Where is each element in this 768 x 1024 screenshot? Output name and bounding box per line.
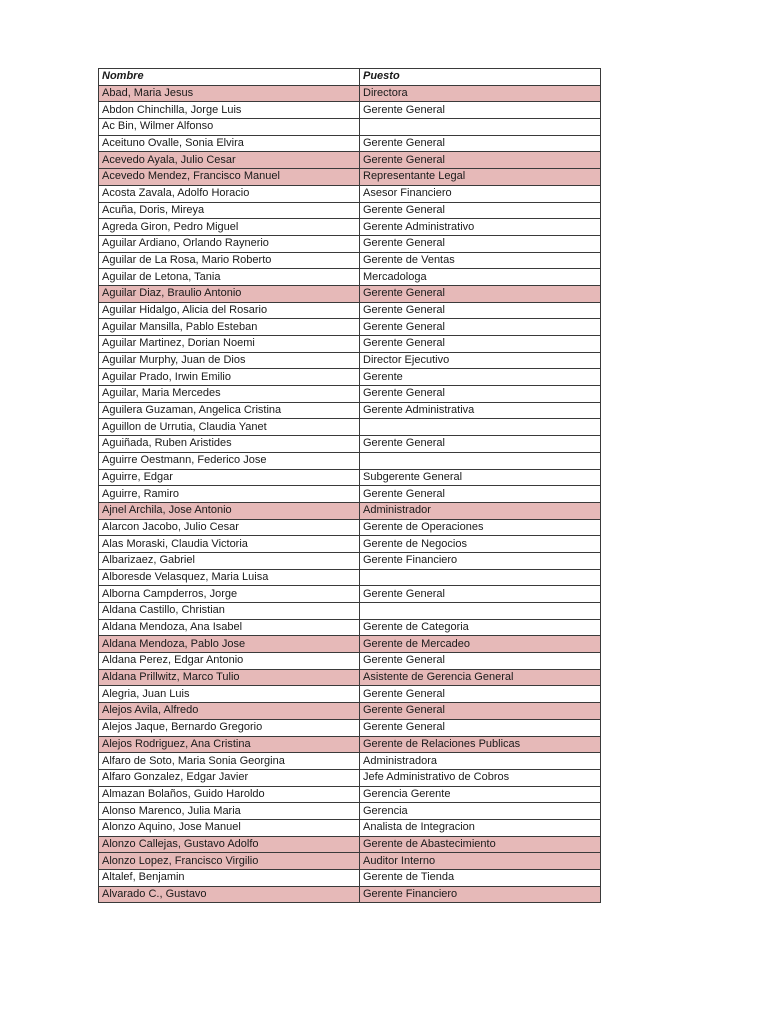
table-row	[99, 736, 601, 753]
cell-nombre: Aguilar Diaz, Braulio Antonio	[99, 285, 360, 302]
cell-nombre: Aldana Mendoza, Ana Isabel	[99, 619, 360, 636]
cell-puesto: Gerente General	[360, 486, 601, 503]
cell-puesto: Gerente de Operaciones	[360, 519, 601, 536]
cell-nombre: Abad, Maria Jesus	[99, 85, 360, 102]
cell-nombre: Altalef, Benjamin	[99, 870, 360, 887]
table-row	[99, 85, 601, 102]
cell-nombre: Aldana Castillo, Christian	[99, 603, 360, 620]
cell-nombre: Acevedo Ayala, Julio Cesar	[99, 152, 360, 169]
table-row	[99, 402, 601, 419]
cell-puesto: Gerente de Mercadeo	[360, 636, 601, 653]
cell-puesto: Gerente General	[360, 135, 601, 152]
cell-puesto: Gerente General	[360, 686, 601, 703]
header-row	[99, 69, 601, 86]
cell-nombre: Aguilar Ardiano, Orlando Raynerio	[99, 235, 360, 252]
cell-nombre: Aguilar Martinez, Dorian Noemi	[99, 336, 360, 353]
cell-nombre: Alonzo Callejas, Gustavo Adolfo	[99, 836, 360, 853]
table-row	[99, 436, 601, 453]
cell-puesto: Gerente Administrativo	[360, 219, 601, 236]
cell-puesto: Gerente de Relaciones Publicas	[360, 736, 601, 753]
cell-puesto: Gerente General	[360, 102, 601, 119]
cell-nombre: Alfaro Gonzalez, Edgar Javier	[99, 769, 360, 786]
cell-puesto	[360, 603, 601, 620]
table-row	[99, 536, 601, 553]
cell-puesto: Gerente General	[360, 319, 601, 336]
table-row	[99, 619, 601, 636]
cell-puesto	[360, 452, 601, 469]
cell-puesto: Gerente de Ventas	[360, 252, 601, 269]
cell-puesto	[360, 569, 601, 586]
cell-nombre: Aguilera Guzaman, Angelica Cristina	[99, 402, 360, 419]
cell-nombre: Aguilar Murphy, Juan de Dios	[99, 352, 360, 369]
cell-nombre: Alonso Marenco, Julia Maria	[99, 803, 360, 820]
cell-puesto: Gerente General	[360, 653, 601, 670]
cell-nombre: Abdon Chinchilla, Jorge Luis	[99, 102, 360, 119]
cell-puesto: Gerente General	[360, 285, 601, 302]
table-row	[99, 235, 601, 252]
cell-nombre: Aldana Mendoza, Pablo Jose	[99, 636, 360, 653]
table-row	[99, 336, 601, 353]
cell-nombre: Aguirre, Ramiro	[99, 486, 360, 503]
cell-puesto: Jefe Administrativo de Cobros	[360, 769, 601, 786]
cell-puesto: Administradora	[360, 753, 601, 770]
table-row	[99, 836, 601, 853]
table-row	[99, 853, 601, 870]
cell-puesto: Gerente de Abastecimiento	[360, 836, 601, 853]
table-row	[99, 569, 601, 586]
table-row	[99, 803, 601, 820]
cell-nombre: Alboresde Velasquez, Maria Luisa	[99, 569, 360, 586]
cell-puesto: Directora	[360, 85, 601, 102]
cell-puesto: Gerente General	[360, 436, 601, 453]
cell-nombre: Alvarado C., Gustavo	[99, 886, 360, 903]
cell-nombre: Alejos Jaque, Bernardo Gregorio	[99, 719, 360, 736]
cell-puesto: Gerente General	[360, 386, 601, 403]
cell-puesto: Auditor Interno	[360, 853, 601, 870]
cell-nombre: Ajnel Archila, Jose Antonio	[99, 502, 360, 519]
table-row	[99, 386, 601, 403]
cell-puesto: Asistente de Gerencia General	[360, 669, 601, 686]
cell-puesto: Director Ejecutivo	[360, 352, 601, 369]
table-row	[99, 319, 601, 336]
cell-nombre: Aguilar de La Rosa, Mario Roberto	[99, 252, 360, 269]
table-row	[99, 786, 601, 803]
cell-nombre: Aguilar Mansilla, Pablo Esteban	[99, 319, 360, 336]
cell-puesto: Gerente de Categoria	[360, 619, 601, 636]
table-row	[99, 753, 601, 770]
cell-puesto	[360, 119, 601, 136]
cell-puesto: Representante Legal	[360, 169, 601, 186]
table-row	[99, 603, 601, 620]
cell-puesto: Gerente Financiero	[360, 886, 601, 903]
cell-nombre: Aguirre Oestmann, Federico Jose	[99, 452, 360, 469]
table-row	[99, 269, 601, 286]
cell-nombre: Alonzo Aquino, Jose Manuel	[99, 819, 360, 836]
table-row	[99, 502, 601, 519]
header-puesto: Puesto	[360, 69, 601, 86]
cell-puesto: Gerente General	[360, 336, 601, 353]
cell-nombre: Aguilar Prado, Irwin Emilio	[99, 369, 360, 386]
cell-puesto: Administrador	[360, 502, 601, 519]
table-row	[99, 653, 601, 670]
cell-nombre: Aldana Prillwitz, Marco Tulio	[99, 669, 360, 686]
cell-puesto: Gerente General	[360, 302, 601, 319]
cell-nombre: Ac Bin, Wilmer Alfonso	[99, 119, 360, 136]
table-row	[99, 870, 601, 887]
cell-nombre: Albarizaez, Gabriel	[99, 552, 360, 569]
table-row	[99, 419, 601, 436]
cell-nombre: Acosta Zavala, Adolfo Horacio	[99, 185, 360, 202]
table-row	[99, 769, 601, 786]
personnel-table	[98, 68, 601, 903]
table-row	[99, 102, 601, 119]
cell-puesto: Analista de Integracion	[360, 819, 601, 836]
cell-nombre: Alas Moraski, Claudia Victoria	[99, 536, 360, 553]
table-row	[99, 202, 601, 219]
cell-puesto: Gerente General	[360, 703, 601, 720]
cell-nombre: Alonzo Lopez, Francisco Virgilio	[99, 853, 360, 870]
table-row	[99, 119, 601, 136]
cell-puesto: Gerente de Tienda	[360, 870, 601, 887]
cell-puesto: Gerente General	[360, 719, 601, 736]
table-row	[99, 252, 601, 269]
cell-nombre: Alejos Avila, Alfredo	[99, 703, 360, 720]
cell-puesto: Gerente	[360, 369, 601, 386]
table-row	[99, 469, 601, 486]
cell-puesto: Gerente General	[360, 586, 601, 603]
cell-nombre: Acuña, Doris, Mireya	[99, 202, 360, 219]
cell-nombre: Aguirre, Edgar	[99, 469, 360, 486]
cell-puesto: Gerencia Gerente	[360, 786, 601, 803]
cell-nombre: Alejos Rodriguez, Ana Cristina	[99, 736, 360, 753]
table-row	[99, 586, 601, 603]
table-row	[99, 369, 601, 386]
cell-puesto: Gerente de Negocios	[360, 536, 601, 553]
table-row	[99, 452, 601, 469]
table-row	[99, 552, 601, 569]
cell-puesto: Gerente Administrativa	[360, 402, 601, 419]
cell-puesto	[360, 419, 601, 436]
cell-nombre: Aguilar, Maria Mercedes	[99, 386, 360, 403]
table-row	[99, 719, 601, 736]
cell-nombre: Almazan Bolaños, Guido Haroldo	[99, 786, 360, 803]
table-row	[99, 636, 601, 653]
cell-nombre: Alegria, Juan Luis	[99, 686, 360, 703]
cell-puesto: Subgerente General	[360, 469, 601, 486]
cell-nombre: Aguilar Hidalgo, Alicia del Rosario	[99, 302, 360, 319]
cell-nombre: Agreda Giron, Pedro Miguel	[99, 219, 360, 236]
cell-puesto: Gerencia	[360, 803, 601, 820]
cell-nombre: Aguilar de Letona, Tania	[99, 269, 360, 286]
table-row	[99, 886, 601, 903]
cell-nombre: Acevedo Mendez, Francisco Manuel	[99, 169, 360, 186]
table-row	[99, 519, 601, 536]
cell-puesto: Gerente Financiero	[360, 552, 601, 569]
cell-nombre: Alarcon Jacobo, Julio Cesar	[99, 519, 360, 536]
cell-nombre: Alfaro de Soto, Maria Sonia Georgina	[99, 753, 360, 770]
table-row	[99, 703, 601, 720]
cell-nombre: Alborna Campderros, Jorge	[99, 586, 360, 603]
cell-puesto: Gerente General	[360, 235, 601, 252]
table-row	[99, 169, 601, 186]
table-row	[99, 285, 601, 302]
table-row	[99, 219, 601, 236]
table-row	[99, 669, 601, 686]
table-row	[99, 486, 601, 503]
table-row	[99, 352, 601, 369]
header-nombre: Nombre	[99, 69, 360, 86]
table-row	[99, 819, 601, 836]
cell-puesto: Asesor Financiero	[360, 185, 601, 202]
cell-puesto: Gerente General	[360, 202, 601, 219]
cell-puesto: Gerente General	[360, 152, 601, 169]
table-row	[99, 302, 601, 319]
cell-nombre: Aldana Perez, Edgar Antonio	[99, 653, 360, 670]
cell-puesto: Mercadologa	[360, 269, 601, 286]
cell-nombre: Aceituno Ovalle, Sonia Elvira	[99, 135, 360, 152]
cell-nombre: Aguillon de Urrutia, Claudia Yanet	[99, 419, 360, 436]
table-row	[99, 152, 601, 169]
table-row	[99, 686, 601, 703]
table-row	[99, 185, 601, 202]
table-row	[99, 135, 601, 152]
cell-nombre: Aguiñada, Ruben Aristides	[99, 436, 360, 453]
